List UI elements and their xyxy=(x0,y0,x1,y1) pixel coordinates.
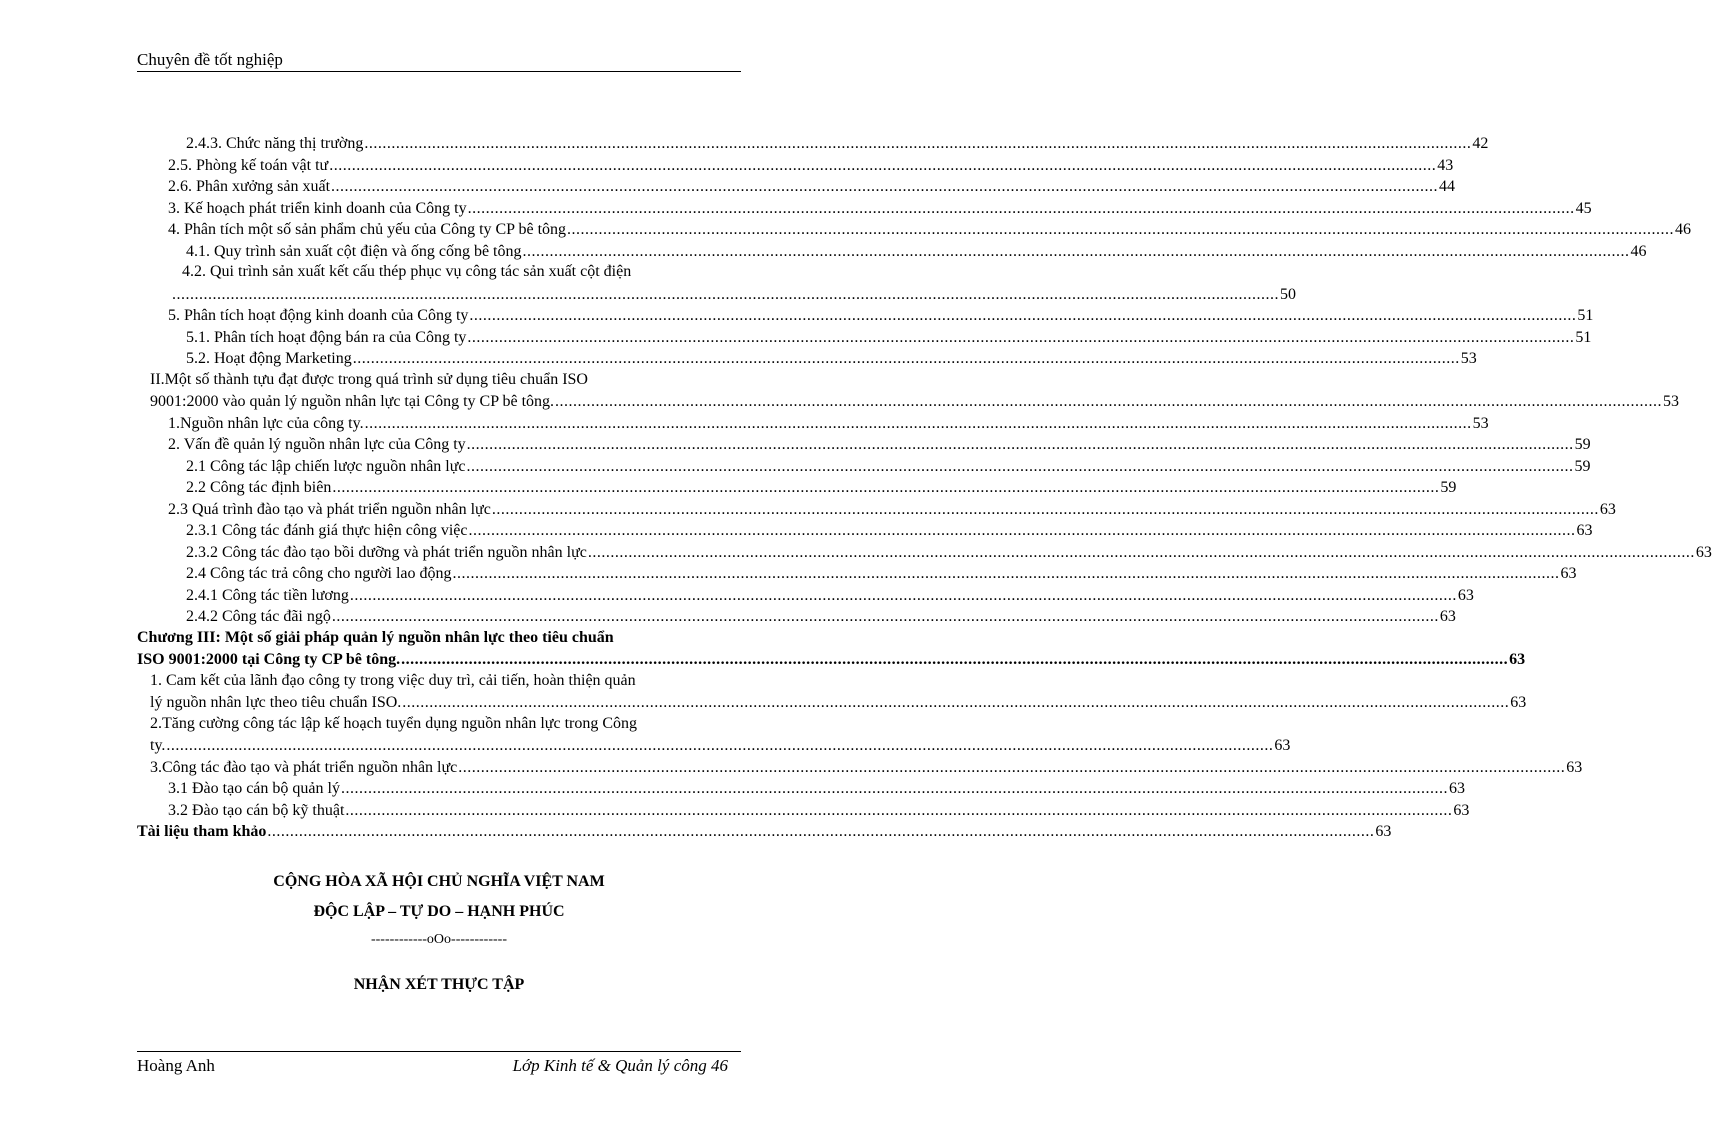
toc-entry-text: 3.2 Đào tạo cán bộ kỹ thuật xyxy=(168,801,345,819)
toc-page-number: 51 xyxy=(1575,328,1592,346)
toc-leader xyxy=(402,693,1509,713)
toc-page-number: 63 xyxy=(1695,543,1712,561)
page-header-title: Chuyên đề tốt nghiệp xyxy=(137,50,283,69)
toc-leader xyxy=(172,285,1279,305)
toc-entry xyxy=(150,735,1291,756)
toc-leader xyxy=(492,500,1599,520)
toc-entry xyxy=(186,585,1474,606)
toc-entry xyxy=(186,606,1456,627)
toc-leader xyxy=(331,177,1438,197)
toc-entry-text: 2.6. Phân xưởng sản xuất xyxy=(168,178,331,195)
toc-leader xyxy=(353,349,1460,369)
toc-entry xyxy=(168,198,1592,219)
footer-author: Hoàng Anh xyxy=(137,1056,215,1075)
toc-entry-text: II.Một số thành tựu đạt được trong quá trình sử dụng tiêu chuẩn ISO xyxy=(150,370,588,388)
toc-entry-text: Tài liệu tham khảo xyxy=(137,823,267,840)
toc-entry-text: 2.1 Công tác lập chiến lược nguồn nhân lực xyxy=(186,457,466,475)
toc-entry xyxy=(150,757,1583,778)
toc-page-number: 63 xyxy=(1439,608,1456,625)
toc-entry-text: ISO 9001:2000 tại Công ty CP bê tông. xyxy=(137,651,401,668)
toc-leader xyxy=(401,650,1508,670)
toc-page-number: 63 xyxy=(1599,500,1616,518)
toc-leader xyxy=(166,736,1273,756)
toc-page-number: 53 xyxy=(1460,350,1477,367)
toc-page-number: 42 xyxy=(1472,135,1489,152)
toc-page-number: 59 xyxy=(1574,457,1591,475)
toc-entry-text: 2.5. Phòng kế toán vật tư xyxy=(168,156,329,174)
toc-leader xyxy=(588,543,1695,563)
toc-entry-text: 2.Tăng cường công tác lập kế hoạch tuyển dụng nguồn nhân lực trong Công xyxy=(150,714,638,732)
toc-entry xyxy=(186,348,1477,369)
toc-leader xyxy=(567,220,1674,240)
toc-entry-text: 2.4.2 Công tác đãi ngộ xyxy=(186,608,331,625)
toc-page-number: 53 xyxy=(1472,414,1489,432)
toc-page-number: 63 xyxy=(1448,780,1465,797)
toc-entry-text: 5. Phân tích hoạt động kinh doanh của Công ty xyxy=(168,307,469,324)
toc-entry xyxy=(186,477,1457,498)
toc-leader xyxy=(458,758,1565,778)
national-motto: ĐỘC LẬP – TỰ DO – HẠNH PHÚC xyxy=(313,903,565,920)
toc-leader xyxy=(332,478,1439,498)
toc-page-number: 59 xyxy=(1440,479,1457,496)
toc-entry xyxy=(150,692,1527,713)
toc-leader xyxy=(364,134,1471,154)
toc-leader xyxy=(467,457,1574,477)
toc-page-number: 46 xyxy=(1630,242,1647,260)
toc-page-number: 63 xyxy=(1509,651,1526,668)
toc-entry-text: 2. Vấn đề quản lý nguồn nhân lực của Công ty xyxy=(168,436,466,453)
toc-entry-text: 5.2. Hoạt động Marketing xyxy=(186,350,352,367)
toc-page-number: 45 xyxy=(1575,199,1592,217)
toc-page-number: 51 xyxy=(1577,307,1594,324)
toc-entry xyxy=(168,499,1616,520)
toc-entry-text: ty. xyxy=(150,737,166,754)
toc-entry xyxy=(186,327,1592,348)
toc-page-number: 63 xyxy=(1453,801,1470,819)
toc-page-number: 59 xyxy=(1574,436,1591,453)
toc-page-number: 63 xyxy=(1510,694,1527,711)
toc-entry-text: 2.3.2 Công tác đào tạo bồi dưỡng và phát triển nguồn nhân lực xyxy=(186,543,587,561)
toc-leader xyxy=(329,156,1436,176)
toc-entry xyxy=(168,176,1456,197)
header-rule xyxy=(137,71,741,72)
toc-page-number: 44 xyxy=(1439,178,1456,195)
toc-leader xyxy=(555,392,1662,412)
toc-entry-text: 9001:2000 vào quản lý nguồn nhân lực tại Công ty CP bê tông. xyxy=(150,393,555,410)
toc-page-number: 63 xyxy=(1576,522,1593,539)
toc-entry xyxy=(171,284,1296,305)
footer-rule xyxy=(137,1051,741,1052)
toc-entry-text: 2.4.1 Công tác tiền lương xyxy=(186,586,349,604)
toc-entry xyxy=(137,821,1392,842)
toc-entry-text: 4.2. Qui trình sản xuất kết cấu thép phục vụ công tác sản xuất cột điện xyxy=(182,263,632,280)
toc-entry xyxy=(168,778,1465,799)
toc-leader xyxy=(332,607,1439,627)
toc-entry xyxy=(137,649,1526,670)
toc-leader xyxy=(467,328,1574,348)
toc-leader xyxy=(523,242,1630,262)
toc-entry-text: 2.2 Công tác định biên xyxy=(186,479,332,496)
toc-entry-text: 2.3.1 Công tác đánh giá thực hiện công việc xyxy=(186,522,468,539)
toc-entry xyxy=(186,456,1591,477)
toc-leader xyxy=(341,779,1448,799)
toc-entry xyxy=(186,563,1577,584)
toc-entry-text: 1. Cam kết của lãnh đạo công ty trong việc duy trì, cải tiến, hoàn thiện quản xyxy=(150,671,636,689)
toc-entry xyxy=(168,413,1489,434)
toc-page-number: 53 xyxy=(1663,393,1680,410)
toc-entry xyxy=(168,219,1692,240)
toc-entry xyxy=(186,241,1647,262)
toc-entry-text: 3.Công tác đào tạo và phát triển nguồn nhân lực xyxy=(150,758,458,776)
toc-entry xyxy=(168,155,1454,176)
toc-entry xyxy=(168,305,1594,326)
toc-leader xyxy=(469,306,1576,326)
toc-entry xyxy=(150,391,1680,412)
toc-entry xyxy=(186,520,1593,541)
toc-entry xyxy=(168,434,1591,455)
toc-leader xyxy=(365,414,1472,434)
toc-leader xyxy=(267,822,1374,842)
ornament-divider: ------------oOo------------ xyxy=(370,932,507,947)
toc-entry xyxy=(186,133,1489,154)
toc-leader xyxy=(453,564,1560,584)
toc-entry-text: 4. Phân tích một số sản phẩm chủ yếu của Công ty CP bê tông xyxy=(168,221,567,238)
footer-class-name: Lớp Kinh tế & Quản lý công 46 xyxy=(512,1056,728,1075)
toc-entry-text: 2.4.3. Chức năng thị trường xyxy=(186,135,364,152)
section-title: NHẬN XÉT THỰC TẬP xyxy=(353,976,525,993)
toc-entry-text: 4.1. Quy trình sản xuất cột điện và ống cống bê tông xyxy=(186,242,522,260)
national-title: CỘNG HÒA XÃ HỘI CHỦ NGHĨA VIỆT NAM xyxy=(273,873,605,890)
toc-leader xyxy=(345,801,1452,821)
toc-entry-text: lý nguồn nhân lực theo tiêu chuẩn ISO. xyxy=(150,694,402,711)
toc-page-number: 46 xyxy=(1675,221,1692,238)
toc-leader xyxy=(468,199,1575,219)
toc-chapter-heading: Chương III: Một số giải pháp quản lý nguồn nhân lực theo tiêu chuẩn xyxy=(137,628,614,646)
toc-entry-text: 1.Nguồn nhân lực của công ty. xyxy=(168,414,364,432)
toc-page-number: 63 xyxy=(1560,565,1577,582)
toc-leader xyxy=(467,435,1574,455)
toc-entry-text: 3.1 Đào tạo cán bộ quản lý xyxy=(168,780,340,797)
toc-entry xyxy=(186,542,1712,563)
toc-page-number: 63 xyxy=(1566,758,1583,776)
toc-entry-text: 5.1. Phân tích hoạt động bán ra của Công ty xyxy=(186,328,467,346)
toc-page-number: 50 xyxy=(1280,285,1296,303)
toc-entry xyxy=(168,800,1470,821)
toc-leader xyxy=(468,521,1575,541)
toc-page-number: 63 xyxy=(1375,823,1392,840)
toc-page-number: 63 xyxy=(1457,586,1474,604)
toc-entry-text: 2.4 Công tác trả công cho người lao động xyxy=(186,565,452,582)
toc-leader xyxy=(350,586,1457,606)
toc-entry-text: 3. Kế hoạch phát triển kinh doanh của Công ty xyxy=(168,199,467,217)
toc-entry-text: 2.3 Quá trình đào tạo và phát triển nguồn nhân lực xyxy=(168,500,491,518)
toc-page-number: 63 xyxy=(1274,737,1291,754)
toc-page-number: 43 xyxy=(1437,156,1454,174)
